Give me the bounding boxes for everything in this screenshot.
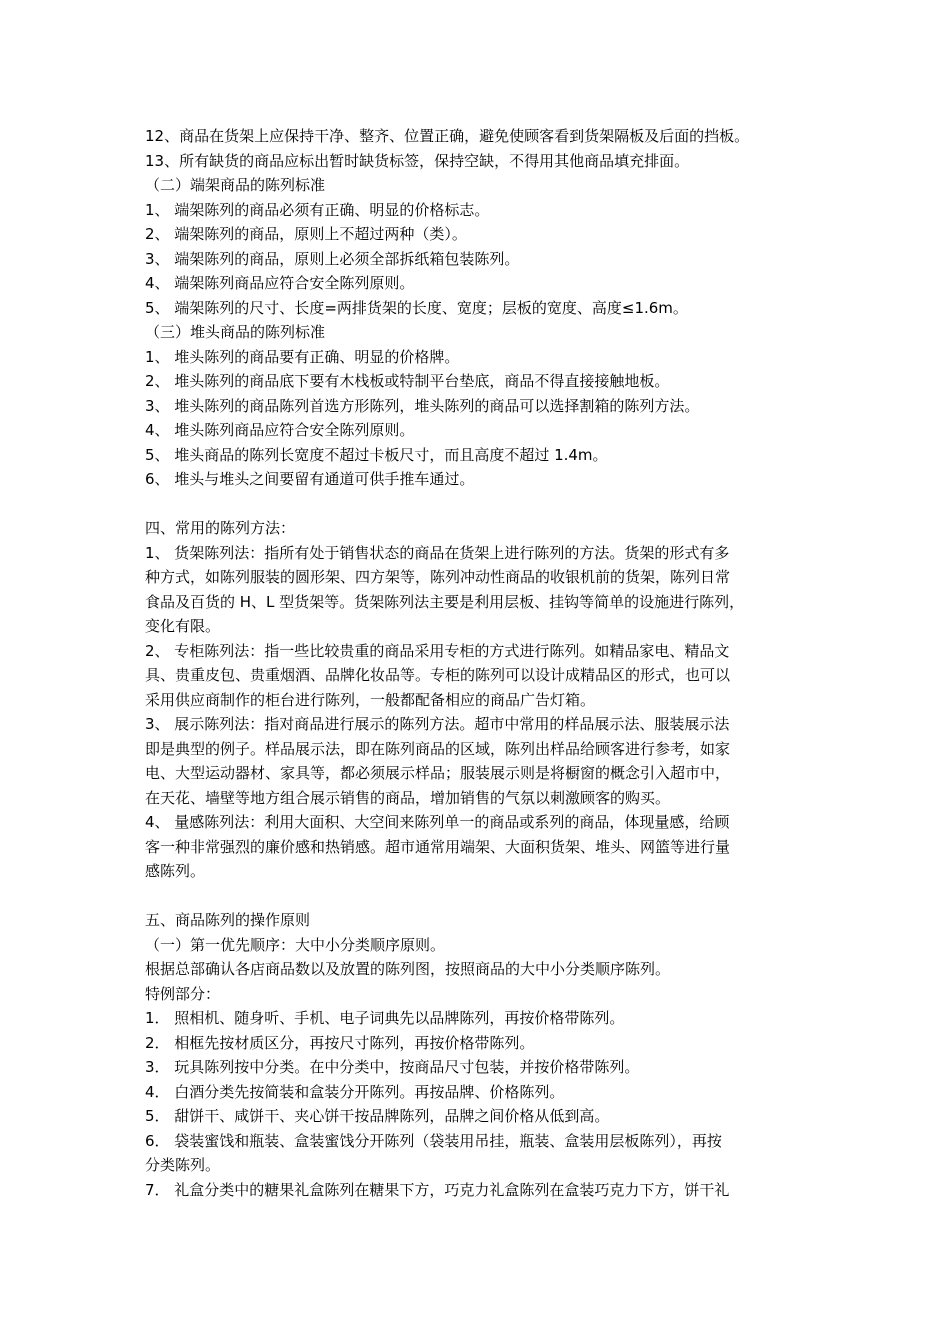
blank-line bbox=[145, 884, 805, 909]
text-line: 即是典型的例子。样品展示法，即在陈列商品的区域，陈列出样品给顾客进行参考，如家 bbox=[145, 739, 731, 758]
text-line: 具、贵重皮包、贵重烟酒、品牌化妆品等。专柜的陈列可以设计成精品区的形式，也可以 bbox=[145, 666, 731, 684]
text-line: 1、 堆头陈列的商品要有正确、明显的价格牌。 bbox=[145, 347, 460, 366]
text-line: 感陈列。 bbox=[145, 862, 206, 880]
text-line: 4、 量感陈列法：利用大面积、大空间来陈列单一的商品或系列的商品，体现量感，给顾 bbox=[145, 813, 730, 831]
text-line: 6、 堆头与堆头之间要留有通道可供手推车通过。 bbox=[145, 470, 475, 488]
text-line: 5、 堆头商品的陈列长宽度不超过卡板尺寸，而且高度不超过 1.4m。 bbox=[145, 445, 608, 464]
text-line: 采用供应商制作的柜台进行陈列，一般都配备相应的商品广告灯箱。 bbox=[145, 690, 596, 709]
text-line: 7． 礼盒分类中的糖果礼盒陈列在糖果下方，巧克力礼盒陈列在盒装巧克力下方，饼干礼 bbox=[145, 1180, 730, 1199]
text-line: 12、商品在货架上应保持干净、整齐、位置正确，避免使顾客看到货架隔板及后面的挡板。 bbox=[145, 127, 750, 145]
text-line: 1、 端架陈列的商品必须有正确、明显的价格标志。 bbox=[145, 200, 490, 219]
text-line: 4、 堆头陈列商品应符合安全陈列原则。 bbox=[145, 421, 415, 439]
text-line: 分类陈列。 bbox=[145, 1156, 221, 1174]
section-heading: 五、商品陈列的操作原则 bbox=[145, 911, 311, 929]
text-line: 电、大型运动器材、家具等，都必须展示样品；服装展示则是将橱窗的概念引入超市中， bbox=[145, 764, 731, 782]
text-line: 1． 照相机、随身听、手机、电子词典先以品牌陈列，再按价格带陈列。 bbox=[145, 1009, 625, 1027]
text-line: 4． 白酒分类先按简装和盒装分开陈列。再按品牌、价格陈列。 bbox=[145, 1082, 565, 1101]
text-line: 6． 袋装蜜饯和瓶装、盒装蜜饯分开陈列（袋装用吊挂，瓶装、盒装用层板陈列），再按 bbox=[145, 1131, 722, 1150]
text-line: 客一种非常强烈的廉价感和热销感。超市通常用端架、大面积货架、堆头、网篮等进行量 bbox=[145, 837, 731, 856]
section-subheading: （一）第一优先顺序：大中小分类顺序原则。 bbox=[145, 935, 446, 954]
text-line: 3、 端架陈列的商品，原则上必须全部拆纸箱包装陈列。 bbox=[145, 249, 520, 268]
text-line: 3、 展示陈列法：指对商品进行展示的陈列方法。超市中常用的样品展示法、服装展示法 bbox=[145, 715, 730, 733]
text-line: 根据总部确认各店商品数以及放置的陈列图，按照商品的大中小分类顺序陈列。 bbox=[145, 960, 671, 978]
section-subheading: （三）堆头商品的陈列标准 bbox=[145, 323, 326, 341]
text-line: 1、 货架陈列法：指所有处于销售状态的商品在货架上进行陈列的方法。货架的形式有多 bbox=[145, 543, 730, 562]
text-line: 4、 端架陈列商品应符合安全陈列原则。 bbox=[145, 274, 415, 292]
section-subheading: （二）端架商品的陈列标准 bbox=[145, 176, 326, 194]
text-line: 变化有限。 bbox=[145, 617, 221, 635]
text-line: 2、 堆头陈列的商品底下要有木栈板或特制平台垫底，商品不得直接接触地板。 bbox=[145, 372, 670, 390]
text-line: 2、 端架陈列的商品，原则上不超过两种（类）。 bbox=[145, 225, 467, 243]
text-line: 食品及百货的 H、L 型货架等。货架陈列法主要是利用层板、挂钩等简单的设施进行陈列， bbox=[145, 592, 745, 611]
text-line: 特例部分： bbox=[145, 984, 221, 1003]
document-body bbox=[145, 124, 805, 1202]
text-line: 种方式，如陈列服装的圆形架、四方架等，陈列冲动性商品的收银机前的货架，陈列日常 bbox=[145, 568, 731, 586]
text-line: 2、 专柜陈列法：指一些比较贵重的商品采用专柜的方式进行陈列。如精品家电、精品文 bbox=[145, 641, 730, 660]
text-line: 5． 甜饼干、咸饼干、夹心饼干按品牌陈列，品牌之间价格从低到高。 bbox=[145, 1107, 610, 1125]
text-line: 2． 相框先按材质区分，再按尺寸陈列，再按价格带陈列。 bbox=[145, 1033, 535, 1052]
text-line: 在天花、墙壁等地方组合展示销售的商品，增加销售的气氛以刺激顾客的购买。 bbox=[145, 788, 671, 807]
blank-line bbox=[145, 492, 805, 517]
text-line: 3、 堆头陈列的商品陈列首选方形陈列，堆头陈列的商品可以选择割箱的陈列方法。 bbox=[145, 396, 700, 415]
text-line: 5、 端架陈列的尺寸、长度=两排货架的长度、宽度；层板的宽度、高度≤1.6m。 bbox=[145, 298, 688, 317]
text-line: 3． 玩具陈列按中分类。在中分类中，按商品尺寸包装，并按价格带陈列。 bbox=[145, 1058, 640, 1076]
section-heading: 四、常用的陈列方法： bbox=[145, 519, 296, 537]
text-line: 13、所有缺货的商品应标出暂时缺货标签，保持空缺，不得用其他商品填充排面。 bbox=[145, 151, 690, 170]
